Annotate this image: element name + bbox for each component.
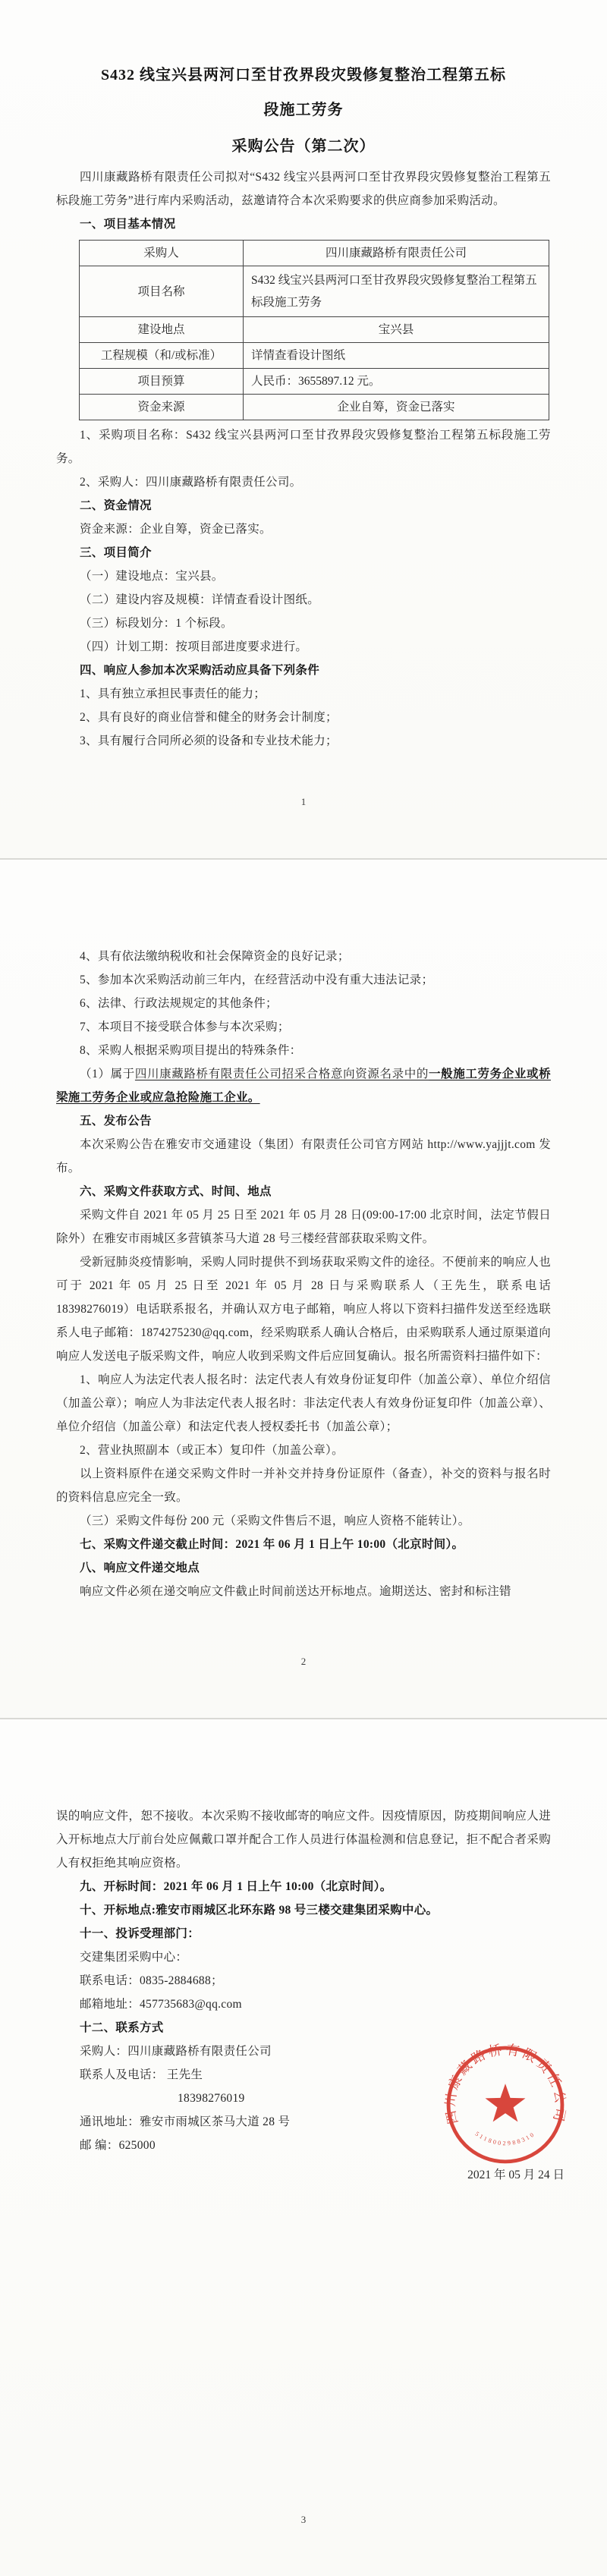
document-page-3 [0,1719,607,2576]
intro-paragraph: 四川康藏路桥有限责任公司拟对“S432 线宝兴县两河口至甘孜界段灾毁修复整治工程第五标段施工劳务”进行库内采购活动，兹邀请符合本次采购要求的供应商参加采购活动。 [56,171,551,207]
seal-code: 5118002988310 [473,2130,537,2147]
covid-remote-registration: 受新冠肺炎疫情影响，采购人同时提供不到场获取采购文件的途径。不便前来的响应人也可于 2021 年 05 月 25 日至 2021 年 05 月 28 日与采购联系人（王先生，联系电话 18398276019）电话联系报名，并确认双方电子邮箱，响应人将以下资料扫描件发送至经选联系人电子邮箱：1874275230@qq.com，经采购联系人确认合格后，由采购联系人通过原渠道向响应人发送电子版采购文件，响应人收到采购文件后应回复确认。报名所需资料扫描件如下： [56,1256,551,1363]
announcement-subtitle: 采购公告（第二次） [231,138,376,155]
special-condition-clause [56,1062,551,1109]
item-project-name: 1、采购项目名称：S432 线宝兴县两河口至甘孜界段灾毁修复整治工程第五标段施工劳务。 [56,429,551,465]
row-value: S432 线宝兴县两河口至甘孜界段灾毁修复整治工程第五标段施工劳务 [244,266,549,317]
section-10-opening-place: 十、开标地点:雅安市雨城区北环东路 98 号三楼交建集团采购中心。 [80,1904,439,1917]
brief-schedule: （四）计划工期：按项目部进度要求进行。 [80,640,308,653]
complaint-email: 邮箱地址：457735683@qq.com [80,1998,242,2011]
project-info-table [79,240,549,420]
row-label: 资金来源 [80,395,244,420]
condition-6: 6、法律、行政法规规定的其他条件； [80,997,278,1010]
section-6-heading: 六、采购文件获取方式、时间、地点 [80,1185,272,1198]
registration-material-1: 1、响应人为法定代表人报名时：法定代表人有效身份证复印件（加盖公章）、单位介绍信（加盖公章）；响应人为非法定代表人报名时：非法定代表人有效身份证复印件（加盖公章）、单位介绍信（加盖公章）和法定代表人授权委托书（加盖公章）； [56,1373,551,1433]
delivery-place-paragraph: 响应文件必须在递交响应文件截止时间前送达开标地点。逾期送达、密封和标注错 [80,1585,511,1598]
condition-3: 3、具有履行合同所必须的设备和专业技术能力； [80,734,338,747]
announcement-date: 2021 年 05 月 24 日 [467,2169,565,2181]
clause-prefix: （1）属于 [80,1068,135,1080]
section-8-heading: 八、响应文件递交地点 [80,1562,200,1574]
seal-company-name: 四川康藏路桥有限责任公司 [442,2041,569,2126]
page-number: 3 [300,2514,307,2525]
row-label: 采购人 [80,241,244,266]
row-label: 建设地点 [80,317,244,343]
row-value: 详情查看设计图纸 [244,343,549,369]
item-purchaser: 2、采购人：四川康藏路桥有限责任公司。 [80,476,302,489]
brief-location: （一）建设地点：宝兴县。 [80,570,224,583]
section-12-heading: 十二、联系方式 [80,2021,164,2034]
original-material-note: 以上资料原件在递交采购文件时一并补交并持身份证原件（备查），补交的资料与报名时的资料信息应完全一致。 [56,1467,551,1504]
row-value: 人民币：3655897.12 元。 [244,369,549,395]
doc-price-line: （三）采购文件每份 200 元（采购文件售后不退，响应人资格不能转让）。 [80,1514,470,1527]
table-row-scale [80,343,549,369]
document-page-2 [0,860,607,1718]
table-row-location [80,317,549,343]
condition-5: 5、参加本次采购活动前三年内，在经营活动中没有重大违法记录； [80,973,434,986]
clause-underlined: 四川康藏路桥有限责任公司招采合格意向资源名录中的 [134,1068,429,1080]
clause-bold-underlined: 一般施工劳务企业或桥梁施工劳务企业或应急抢险施工企业。 [56,1068,551,1104]
complaint-phone: 联系电话：0835-2884688； [80,1974,223,1987]
condition-1: 1、具有独立承担民事责任的能力； [80,687,266,700]
row-value: 宝兴县 [244,317,549,343]
doc-obtain-time-place: 采购文件自 2021 年 05 月 25 日至 2021 年 05 月 28 日(09:00-17:00 北京时间，法定节假日除外）在雅安市雨城区多营镇茶马大道 28 号三楼经营部获取采购文件。 [56,1209,551,1245]
section-7-deadline: 七、采购文件递交截止时间：2021 年 06 月 1 日上午 10:00（北京时间）。 [80,1538,464,1551]
document-title-line-1: S432 线宝兴县两河口至甘孜界段灾毁修复整治工程第五标 [100,67,507,83]
contact-person: 联系人及电话： 王先生 [80,2068,203,2081]
section-5-heading: 五、发布公告 [80,1115,152,1128]
table-row-purchaser [80,241,549,266]
table-row-project-name [80,266,549,317]
condition-2: 2、具有良好的商业信誉和健全的财务会计制度； [80,711,338,724]
document-page-1 [0,0,607,858]
contact-phone-number: 18398276019 [178,2092,245,2105]
row-label: 项目预算 [80,369,244,395]
brief-content-scale: （二）建设内容及规模：详情查看设计图纸。 [80,593,320,606]
table-row-budget [80,369,549,395]
page-number: 1 [300,796,307,807]
funding-source-line: 资金来源：企业自筹，资金已落实。 [80,523,272,536]
condition-4: 4、具有依法缴纳税收和社会保障资金的良好记录； [80,950,350,963]
section-9-opening-time: 九、开标时间：2021 年 06 月 1 日上午 10:00（北京时间）。 [80,1880,392,1893]
publish-website-line: 本次采购公告在雅安市交通建设（集团）有限责任公司官方网站 http://www.yajjjt.com 发布。 [56,1138,551,1175]
section-11-heading: 十一、投诉受理部门： [80,1927,200,1940]
document-title-line-2: 段施工劳务 [263,102,344,118]
section-4-heading: 四、响应人参加本次采购活动应具备下列条件 [80,664,320,677]
registration-material-2: 2、营业执照副本（或正本）复印件（加盖公章）。 [80,1444,344,1457]
row-value: 企业自筹，资金已落实 [244,395,549,420]
mailing-address: 通讯地址：雅安市雨城区茶马大道 28 号 [80,2115,291,2128]
row-label: 项目名称 [80,266,244,317]
row-label: 工程规模（和/或标准） [80,343,244,369]
table-row-funding [80,395,549,420]
delivery-place-continuation: 误的响应文件，恕不接收。本次采购不接收邮寄的响应文件。因疫情原因，防疫期间响应人进入开标地点大厅前台处应佩戴口罩并配合工作人员进行体温检测和信息登记，拒不配合者采购人有权拒绝其响应资格。 [56,1810,551,1870]
complaint-department: 交建集团采购中心： [80,1951,188,1964]
contact-purchaser: 采购人：四川康藏路桥有限责任公司 [80,2045,272,2058]
section-1-heading: 一、项目基本情况 [80,218,176,231]
postal-code: 邮 编：625000 [80,2139,156,2152]
brief-sections: （三）标段划分：1 个标段。 [80,617,233,630]
page-number: 2 [300,1656,307,1667]
section-3-heading: 三、项目简介 [80,546,152,559]
condition-8: 8、采购人根据采购项目提出的特殊条件： [80,1044,302,1057]
section-2-heading: 二、资金情况 [80,499,152,512]
row-value: 四川康藏路桥有限责任公司 [244,241,549,266]
condition-7: 7、本项目不接受联合体参与本次采购； [80,1021,290,1033]
